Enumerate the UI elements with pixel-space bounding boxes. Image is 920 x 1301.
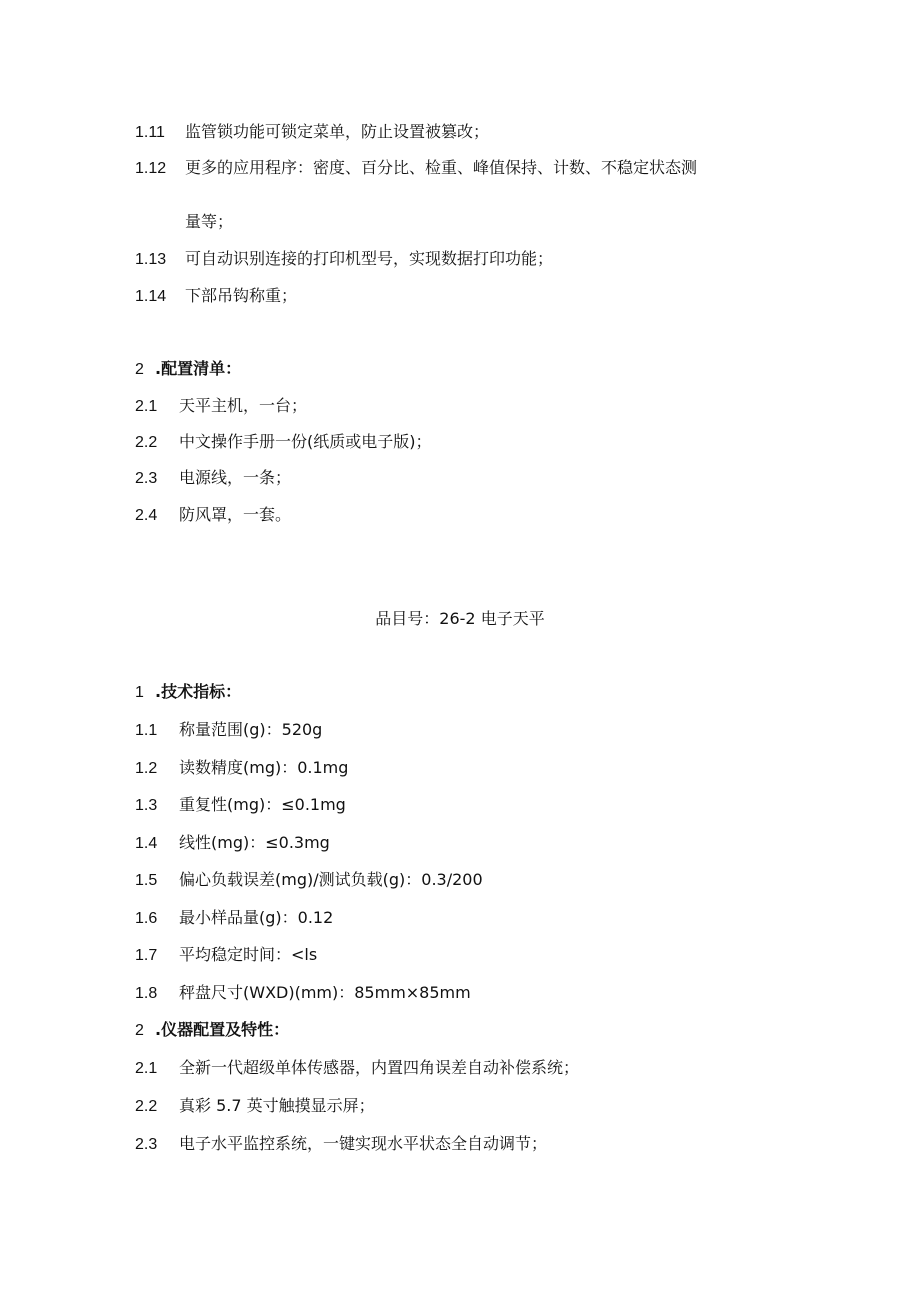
heading-number: 2 bbox=[135, 361, 144, 378]
item-number: 2.3 bbox=[135, 470, 158, 487]
list-item bbox=[135, 833, 330, 854]
list-item bbox=[135, 432, 432, 453]
item-number: 2.2 bbox=[135, 434, 158, 451]
item-text: 天平主机，一台； bbox=[179, 396, 308, 415]
item-number: 1.2 bbox=[135, 760, 158, 777]
item-text: 监管锁功能可锁定菜单，防止设置被篡改； bbox=[185, 122, 490, 141]
list-item bbox=[135, 505, 291, 526]
item-number: 1.12 bbox=[135, 160, 167, 177]
list-item bbox=[135, 870, 483, 891]
list-item bbox=[135, 158, 697, 179]
item-text: 防风罩，一套。 bbox=[179, 505, 292, 524]
list-item bbox=[135, 758, 348, 779]
item-text: 重复性(mg)：≤0.1mg bbox=[179, 795, 346, 814]
item-number: 2.3 bbox=[135, 1136, 158, 1153]
item-text: 最小样品量(g)：0.12 bbox=[179, 908, 334, 927]
item-number: 2.2 bbox=[135, 1098, 158, 1115]
item-text: 电子水平监控系统，一键实现水平状态全自动调节； bbox=[179, 1134, 548, 1153]
item-text: 可自动识别连接的打印机型号，实现数据打印功能； bbox=[185, 249, 554, 268]
item-text-continuation: 量等； bbox=[185, 212, 234, 231]
item-text: 平均稳定时间：<ls bbox=[179, 945, 318, 964]
list-item bbox=[135, 468, 291, 489]
heading-title: .技术指标： bbox=[155, 682, 242, 701]
list-item bbox=[135, 1058, 579, 1079]
product-title: 品目号：26-2 电子天平 bbox=[375, 609, 545, 628]
item-text: 真彩 5.7 英寸触摸显示屏； bbox=[179, 1096, 375, 1115]
item-number: 1.3 bbox=[135, 797, 158, 814]
item-text: 秤盘尺寸(WXD)(mm)：85mm×85mm bbox=[179, 983, 471, 1002]
item-number: 1.4 bbox=[135, 835, 158, 852]
list-item bbox=[135, 286, 297, 307]
heading-number: 2 bbox=[135, 1022, 144, 1039]
item-text: 线性(mg)：≤0.3mg bbox=[179, 833, 330, 852]
item-text: 下部吊钩称重； bbox=[185, 286, 298, 305]
list-item bbox=[135, 720, 322, 741]
list-item bbox=[135, 396, 307, 417]
item-number: 1.8 bbox=[135, 985, 158, 1002]
item-number: 1.14 bbox=[135, 288, 167, 305]
item-text: 读数精度(mg)：0.1mg bbox=[179, 758, 349, 777]
list-item bbox=[135, 908, 333, 929]
item-number: 1.5 bbox=[135, 872, 158, 889]
list-item bbox=[135, 945, 317, 966]
item-text: 更多的应用程序：密度、百分比、检重、峰值保持、计数、不稳定状态测 bbox=[185, 158, 698, 177]
item-text: 全新一代超级单体传感器，内置四角误差自动补偿系统； bbox=[179, 1058, 580, 1077]
item-number: 2.1 bbox=[135, 1060, 158, 1077]
section-heading bbox=[135, 359, 241, 380]
section-heading bbox=[135, 682, 241, 703]
list-item bbox=[135, 1096, 375, 1117]
list-item bbox=[135, 249, 553, 270]
heading-title: .仪器配置及特性： bbox=[155, 1020, 290, 1039]
item-text: 电源线，一条； bbox=[179, 468, 292, 487]
heading-title: .配置清单： bbox=[155, 359, 242, 378]
item-number: 1.1 bbox=[135, 722, 158, 739]
list-item bbox=[135, 122, 489, 143]
list-item bbox=[135, 983, 471, 1004]
item-number: 1.13 bbox=[135, 251, 167, 268]
list-item bbox=[135, 795, 346, 816]
item-number: 2.1 bbox=[135, 398, 158, 415]
item-number: 2.4 bbox=[135, 507, 158, 524]
item-number: 1.7 bbox=[135, 947, 158, 964]
section-heading bbox=[135, 1020, 289, 1041]
item-text: 偏心负载误差(mg)/测试负载(g)：0.3/200 bbox=[179, 870, 483, 889]
heading-number: 1 bbox=[135, 684, 144, 701]
item-text: 称量范围(g)：520g bbox=[179, 720, 323, 739]
item-number: 1.6 bbox=[135, 910, 158, 927]
item-number: 1.11 bbox=[135, 124, 165, 141]
list-item bbox=[135, 1134, 547, 1155]
item-text: 中文操作手册一份(纸质或电子版)； bbox=[179, 432, 432, 451]
